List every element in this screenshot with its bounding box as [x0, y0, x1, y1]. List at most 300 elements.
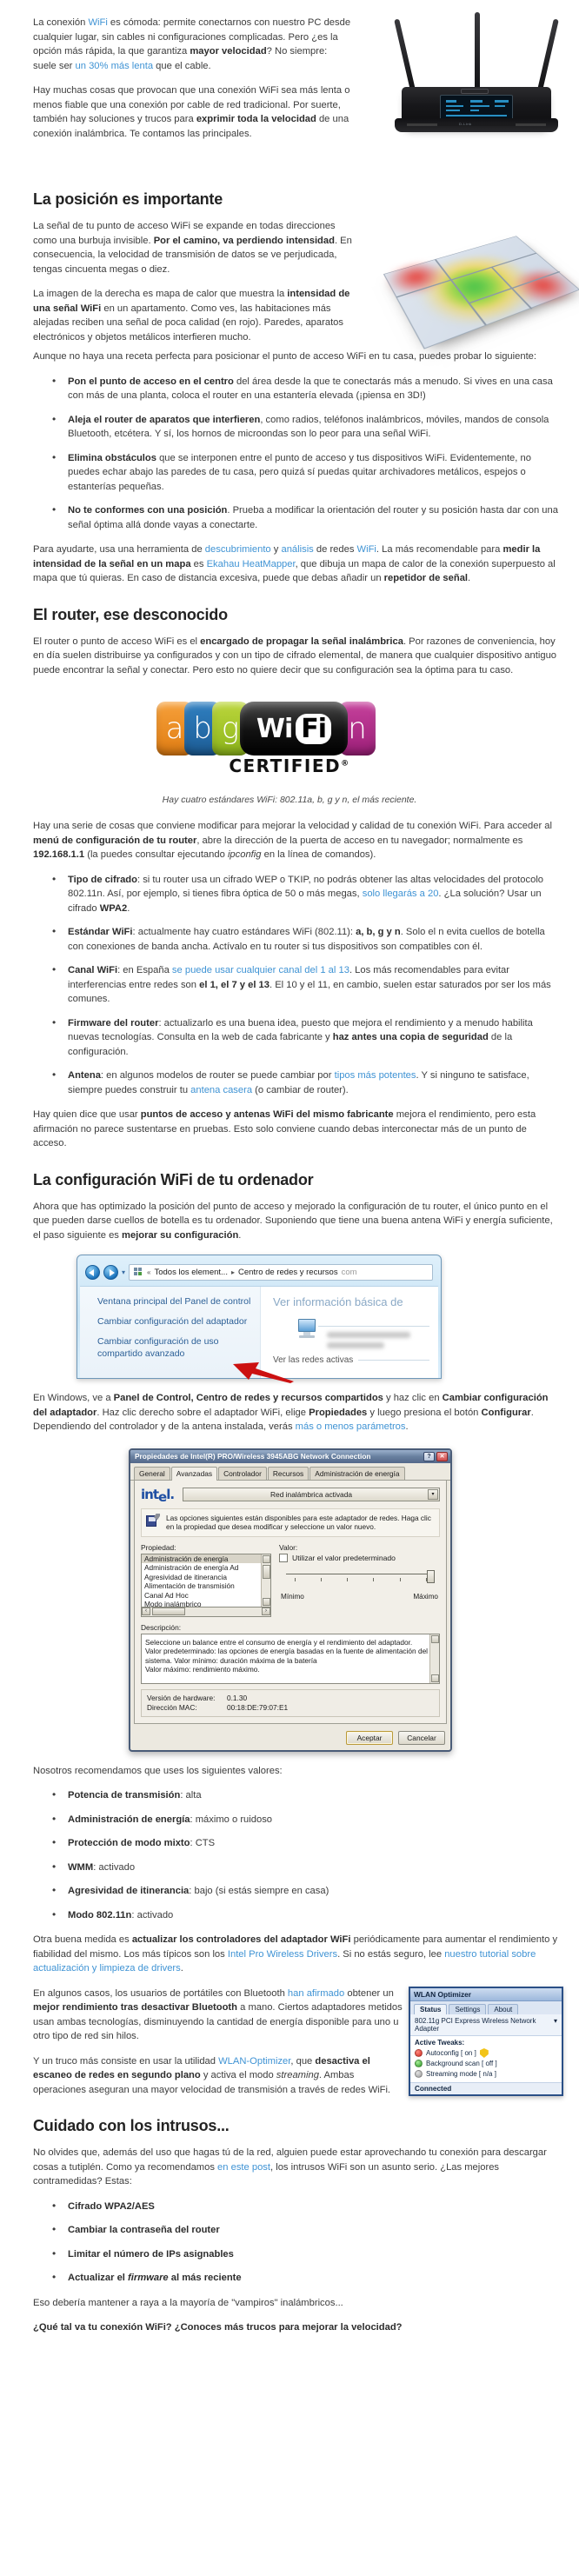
link-antena-casera[interactable]: antena casera — [190, 1084, 253, 1095]
wlan-optimizer-tabs — [410, 2001, 562, 2014]
address-bar-row — [80, 1258, 438, 1286]
property-listbox[interactable] — [141, 1554, 271, 1608]
pc-p4-c: . Si no estás seguro, lee — [337, 1948, 445, 1960]
in-b0: Cifrado WPA2/AES — [68, 2200, 155, 2212]
pos-p4-g: . — [468, 573, 471, 583]
dialog-footer — [130, 1727, 450, 1750]
heading-la-posicion-es-importante: La posición es importante — [33, 190, 223, 208]
pos-p4-e: es — [190, 558, 207, 569]
rec-b4-rest: : bajo (si estás siempre en casa) — [189, 1886, 329, 1896]
position-paragraph-3: Aunque no haya una receta perfecta para posicionar el punto de acceso WiFi en tu casa, puedes probar lo siguiente: — [33, 351, 537, 362]
tab-settings[interactable]: Settings — [449, 2004, 486, 2014]
control-panel-screenshot — [77, 1255, 442, 1379]
link-mas-o-menos-parametros[interactable]: más o menos parámetros — [295, 1421, 406, 1432]
active-tweaks-list — [410, 2036, 562, 2082]
in-b3-post: al más reciente — [168, 2273, 242, 2283]
pos-p4-f: , que dibuja un mapa de calor de la conexión superpuesto al mapa que tú quieras. En caso de distancia excesiva, puede que debas añadir un — [33, 558, 556, 583]
pc-p2-a: En Windows, ve a — [33, 1393, 114, 1403]
active-networks-label: Ver las redes activas — [273, 1355, 354, 1365]
pc-paragraph-2-wrap — [0, 1391, 579, 1434]
wifi-certified-text — [156, 755, 423, 776]
in-b3-firmware: firmware — [128, 2273, 169, 2283]
rec-b1-bold: Administración de energía — [68, 1814, 190, 1825]
control-panel-icon — [133, 1268, 143, 1278]
list-item — [59, 1016, 560, 1060]
rt-b4-r1: : en algunos modelos de router se puede cambiar por — [100, 1070, 335, 1081]
pc-p6-b: , que — [290, 2055, 316, 2067]
intro-p2-a: Hay muchas cosas que provocan que una conexión WiFi sea más lenta o menos fiable que una conexión por cable de red tradicional. Por suerte, también hay soluciones y trucos para — [33, 85, 350, 124]
tab-general[interactable]: General — [134, 1467, 170, 1480]
list-item — [59, 873, 560, 916]
list-item — [59, 1860, 560, 1875]
pc-p4-d: . — [180, 1963, 183, 1974]
mac-address-label: Dirección MAC: — [147, 1702, 197, 1712]
scroll-down-icon[interactable] — [263, 1598, 270, 1606]
hardware-version-label: Versión de hardware: — [147, 1693, 216, 1702]
pos-b2-rest: que se interponen entre el punto de acceso y tus dispositivos WiFi. Evidentemente, no puedes echar abajo las paredes de tu casa, pero quizá sí puedas quitar archivadores metálicos, espejos o estanterías pequeñas. — [68, 452, 531, 492]
property-vertical-scrollbar[interactable] — [261, 1554, 270, 1607]
checkbox[interactable] — [279, 1554, 288, 1562]
property-item[interactable]: Modo inalámbrico — [144, 1600, 202, 1608]
history-dropdown-icon[interactable]: ▾ — [122, 1268, 126, 1276]
link-canales-1-13[interactable]: se puede usar cualquier canal del 1 al 13 — [171, 965, 349, 975]
rec-b0-rest: : alta — [180, 1790, 202, 1801]
rt-b1-bold: Estándar WiFi — [68, 927, 133, 937]
pos-p4-d: . La más recomendable para — [376, 544, 503, 555]
pc-paragraph-1 — [33, 1200, 560, 1243]
pc-p4-b: periódicamente para aumentar el rendimiento y fiabilidad del mismo. Los más típicos son los — [33, 1934, 558, 1960]
link-wifi[interactable]: WiFi — [88, 17, 108, 28]
status-badge: Connected — [410, 2082, 562, 2094]
description-text: Seleccione un balance entre el consumo de energía y el rendimiento del adaptador. Valor predeterminado: las opciones de energía basadas en la fuente de alimentación del sistema. Valor mínimo: duración máxima de la batería — [145, 1637, 429, 1665]
router-brand-logo: D-Link — [459, 122, 472, 126]
breadcrumb-overflow-icon[interactable]: « — [147, 1268, 151, 1276]
link-analisis[interactable]: análisis — [281, 544, 314, 555]
pos-b0-rest: del área desde la que te conectarás más a menudo. Si vives en una casa con más de una planta, coloca el router en una estantería elevada (¡piensa en 3D!) — [68, 376, 553, 401]
wireless-mode-combobox[interactable] — [183, 1488, 440, 1501]
blurred-user-name — [327, 1342, 384, 1348]
rt-p1-a: El router o punto de acceso WiFi es el — [33, 636, 201, 647]
wifi-certified-logo-wrap — [0, 688, 579, 784]
dialog-tabs — [130, 1463, 450, 1481]
scroll-left-icon[interactable]: ‹ — [142, 1608, 150, 1615]
in-b1: Cambiar la contraseña del router — [68, 2225, 220, 2235]
link-tipos-mas-potentes[interactable]: tipos más potentes — [334, 1070, 416, 1081]
intro-p1-c: ? No siempre: suele ser — [33, 46, 328, 71]
rt-b3-r1: : actualizarlo es una buena idea, puesto que mejora el rendimiento y a menudo habilita nuevas tecnologías. Consulta en la web de cada fabricante y — [68, 1017, 533, 1042]
rt-b4-r3: (o cambiar de router). — [252, 1084, 349, 1095]
intruders-section — [0, 2116, 579, 2335]
rt-b2-bold2: el 1, el 7 y el 13 — [199, 979, 270, 990]
wifi-wordmark — [240, 702, 348, 755]
wifi-wordmark-wi: Wi — [256, 713, 293, 744]
intro-paragraph-2 — [33, 83, 353, 141]
pc-p2-e: . Dependiendo del controlador y de la antena instalada, verás — [33, 1407, 534, 1432]
scroll-right-icon[interactable]: › — [262, 1608, 270, 1615]
list-item — [415, 2059, 557, 2069]
rt-p2-c: (la puedes consultar ejecutando — [84, 849, 228, 860]
link-redes-wifi[interactable]: WiFi — [356, 544, 376, 555]
tweak-label-streaming-mode: Streaming mode [ n/a ] — [426, 2069, 496, 2078]
recommended-values-list — [33, 1788, 560, 1922]
pc-p5-bold: mejor rendimiento tras desactivar Bluetooth — [33, 2002, 237, 2013]
shield-icon — [480, 2048, 489, 2058]
rt-p3-bold: puntos de acceso y antenas WiFi del mismo fabricante — [140, 1109, 394, 1120]
tab-controlador[interactable]: Controlador — [218, 1467, 267, 1480]
pc-p1-bold: mejorar su configuración — [122, 1229, 239, 1241]
red-arrow-annotation-icon — [231, 1361, 296, 1383]
computer-icon — [296, 1319, 318, 1340]
slider-handle[interactable] — [427, 1570, 435, 1583]
router-display — [440, 95, 513, 121]
rt-p2-a: Hay una serie de cosas que conviene modificar para mejorar la velocidad y calidad de tu conexión WiFi. Para acceder al — [33, 821, 552, 831]
position-heading-wrap — [0, 190, 579, 209]
list-item — [59, 1813, 560, 1827]
chevron-down-icon[interactable]: ▾ — [428, 1489, 438, 1500]
rt-b2-bold: Canal WiFi — [68, 965, 118, 975]
list-item — [59, 1836, 560, 1851]
router-antenna-left — [394, 18, 416, 90]
position-list-wrap — [0, 349, 579, 677]
in-b2: Limitar el número de IPs asignables — [68, 2248, 234, 2260]
wlan-optimizer-window — [409, 1987, 563, 2096]
wifi-logo-row — [156, 702, 376, 755]
description-textbox — [141, 1634, 440, 1684]
wifi-wordmark-fi: Fi — [296, 714, 331, 744]
router-paragraph-2 — [33, 819, 560, 862]
pos-p2-b: en un apartamento. Como ves, las habitaciones más alejadas reciben una señal de poca calidad (en rojo). Paredes, aparatos electrónicos y objetos metálicos interfieren mucho. — [33, 303, 343, 343]
closing-question: ¿Qué tal va tu conexión WiFi? ¿Conoces más trucos para mejorar la velocidad? — [33, 2322, 403, 2333]
combobox-value: Red inalámbrica activada — [270, 1489, 353, 1499]
property-column — [141, 1543, 271, 1617]
heading-la-configuracion-wifi-de-tu-ordenador: La configuración WiFi de tu ordenador — [33, 1170, 314, 1188]
pc-p6-bold1: desactiva el escaneo de redes en segundo plano — [33, 2055, 370, 2080]
page-title — [273, 1295, 429, 1308]
wifi-certified-logo — [156, 702, 423, 776]
pc-p6-c: y activa el modo — [200, 2070, 276, 2080]
back-button-icon[interactable] — [85, 1265, 100, 1280]
link-en-este-post[interactable]: en este post — [217, 2161, 270, 2173]
list-item — [59, 2223, 560, 2238]
router-config-wrap — [0, 819, 579, 1242]
position-paragraph-2 — [33, 287, 353, 344]
pc-p5-b: obtener un — [344, 1987, 394, 1999]
rt-p2-bold1: menú de configuración de tu router — [33, 835, 197, 846]
rt-p2-d: en la línea de comandos). — [261, 849, 376, 860]
list-item — [59, 2200, 560, 2214]
tab-recursos[interactable]: Recursos — [268, 1467, 309, 1480]
rt-p1-bold: encargado de propagar la señal inalámbrica — [200, 636, 403, 647]
position-paragraph-1 — [33, 219, 353, 276]
rt-p1-b: . Por razones de conveniencia, hoy en día suelen distribuirse ya configurados y con un tipo de cifrado elemental, de manera que cualquier dispositivo antiguo puede encontrar la señal y conectar. Pero esto no quiere decir que su configuración sea la óptima para tu caso. — [33, 636, 557, 676]
rt-b1-bold2: a, b, g y n — [356, 927, 401, 937]
slider-max-label: Máximo — [413, 1592, 438, 1601]
rt-p3-a: Hay quien dice que usar — [33, 1109, 141, 1120]
rt-b0-r3: . — [127, 902, 130, 914]
heading-cuidado-con-los-intrusos: Cuidado con los intrusos... — [33, 2117, 230, 2134]
help-button[interactable]: ? — [423, 1452, 435, 1461]
pos-b3-rest: . Prueba a modificar la orientación del router y su posición hasta dar con una señal óptima allá donde vayas a conectarte. — [68, 505, 558, 530]
pc-p4-bold: actualizar los controladores del adaptador WiFi — [131, 1934, 351, 1945]
property-item[interactable]: Agresividad de itinerancia — [144, 1572, 228, 1581]
pc-paragraph-2 — [33, 1391, 560, 1434]
intruders-paragraph-2: Eso debería mantener a raya a la mayoría de "vampiros" inalámbricos... — [33, 2297, 343, 2308]
power-slider[interactable] — [283, 1570, 436, 1593]
rt-b3-bold: Firmware del router — [68, 1017, 159, 1028]
rec-b3-rest: : activado — [93, 1861, 136, 1873]
adapter-name: 802.11g PCI Express Wireless Network Adapter — [415, 2016, 536, 2033]
tweak-label-background-scan: Background scan [ off ] — [426, 2059, 497, 2067]
pc-p2-c: . Haz clic derecho sobre el adaptador WiFi, elige — [96, 1407, 309, 1418]
pc-paragraph-4 — [33, 1933, 560, 1976]
blurred-network-name — [327, 1332, 410, 1338]
intro-p1-b: es cómoda: permite conectarnos con nuestro PC desde cualquier lugar, sin cables ni configuraciones complicadas. Pero ¿es la opción más rápida, la que garantiza — [33, 17, 351, 57]
in-b3-pre: Actualizar el — [68, 2273, 129, 2283]
wifi-std-n-label: n — [348, 711, 367, 746]
scroll-up-icon[interactable] — [263, 1555, 270, 1563]
wlan-optimizer-titlebar: WLAN Optimizer — [410, 1988, 562, 2001]
link-ekahau-heatmapper[interactable]: Ekahau HeatMapper — [206, 558, 296, 569]
intro-p1-d: que el cable. — [153, 60, 211, 71]
rt-p2-ip: 192.168.1.1 — [33, 849, 85, 860]
intruders-paragraph-1 — [33, 2146, 560, 2189]
status-dot-icon — [415, 2049, 423, 2057]
router-ports — [407, 123, 546, 126]
rt-b4-r2: . Y si ninguno te satisface, siempre puedes construir tu — [68, 1070, 529, 1095]
link-wlan-optimizer[interactable]: WLAN-Optimizer — [218, 2055, 291, 2067]
close-icon[interactable]: ✕ — [436, 1452, 448, 1461]
pos-b3-bold: No te conformes con una posición — [68, 505, 228, 516]
link-descubrimiento[interactable]: descubrimiento — [204, 544, 271, 555]
rt-p3-b: mejora el rendimiento, pero esta afirmación no parece sustentarse en pruebas. Esto solo conviene cuando debas interconectar más de un punto de acceso. — [33, 1109, 536, 1148]
description-scrollbar[interactable] — [429, 1634, 439, 1683]
recommended-values-wrap — [0, 1764, 579, 1976]
dialog-pane-avanzadas — [134, 1481, 447, 1724]
intro-section — [0, 0, 579, 170]
property-item-selected[interactable]: Administración de energía — [142, 1554, 270, 1564]
breadcrumb-current[interactable]: Centro de redes y recursos — [237, 1268, 338, 1277]
rt-b3-bold2: haz antes una copia de seguridad — [332, 1032, 489, 1042]
hardware-version-row — [147, 1694, 434, 1703]
link-30-percent-slower[interactable]: un 30% más lenta — [75, 60, 154, 71]
intro-paragraph-1 — [33, 16, 353, 73]
heatmap-floorplan — [383, 236, 579, 349]
link-tutorial-drivers[interactable]: nuestro tutorial sobre actualización y limpieza de drivers — [33, 1948, 536, 1974]
router-led-strip — [461, 89, 489, 94]
pos-b2-bold: Elimina obstáculos — [68, 452, 156, 463]
pc-p5-a: En algunos casos, los usuarios de portátiles con Bluetooth — [33, 1987, 288, 1999]
pc-p2-bold2: Cambiar configuración del adaptador — [33, 1393, 549, 1418]
hardware-version-value: 0.1.30 — [227, 1693, 248, 1702]
tab-administracion-de-energia[interactable]: Administración de energía — [309, 1467, 404, 1480]
adapter-selector[interactable] — [410, 2014, 562, 2036]
pc-paragraph-6 — [33, 2054, 405, 2098]
list-item — [415, 2069, 557, 2080]
slider-min-label: Mínimo — [281, 1592, 304, 1601]
scroll-down-icon[interactable] — [431, 1674, 439, 1682]
intel-logo: intel. — [141, 1486, 175, 1505]
rt-b4-bold: Antena — [68, 1070, 101, 1081]
rec-b2-bold: Protección de modo mixto — [68, 1838, 190, 1848]
pc-p4-a: Otra buena medida es — [33, 1934, 132, 1945]
rec-b5-bold: Modo 802.11n — [68, 1909, 132, 1920]
rec-b1-rest: : máximo o ruidoso — [190, 1814, 273, 1825]
status-dot-icon — [415, 2060, 423, 2067]
tab-avanzadas[interactable]: Avanzadas — [171, 1467, 217, 1481]
breadcrumb[interactable] — [129, 1264, 433, 1281]
mac-address-row — [147, 1703, 434, 1713]
router-bullet-list — [33, 873, 560, 1098]
wifi-std-g-label: g — [221, 711, 240, 746]
intel-properties-screenshot — [129, 1448, 452, 1752]
wifi-std-a-label: a — [165, 711, 184, 746]
pc-p5-c: a mano. Ciertos adaptadores metidos usan ambas tecnologías, disminuyendo la cantidad de energía disponible para uno u otro tipo de red sin hilos. — [33, 2002, 403, 2041]
property-item[interactable]: Alimentación de transmisión — [144, 1581, 235, 1590]
rec-b0-bold: Potencia de transmisión — [68, 1790, 181, 1801]
checkbox-label: Utilizar el valor predeterminado — [292, 1553, 396, 1562]
heatmap-red-zone-1 — [380, 257, 454, 301]
rt-b0-r2: . ¿La solución? Usar un cifrado — [68, 889, 542, 914]
value-label: Valor: — [279, 1542, 298, 1552]
description-text-2: Valor máximo: rendimiento máximo. — [145, 1665, 260, 1674]
heatmap-yellow-zone — [398, 245, 561, 341]
dialog-note — [141, 1508, 440, 1537]
adapter-info-box — [141, 1689, 440, 1717]
list-item — [59, 2271, 560, 2286]
properties-dialog — [129, 1448, 452, 1752]
breadcrumb-clipped: com — [341, 1268, 357, 1277]
pc-p1-a: Ahora que has optimizado la posición del punto de acceso y mejorado la configuración de tu router, el único punto en el que pueden darse cuellos de botella es tu ordenador. Suponiendo que tiene una buena antena WiFi y energía suficiente, el paso siguiente es — [33, 1201, 553, 1241]
dialog-columns — [141, 1543, 440, 1617]
rt-b1-r2: . Solo el n evita cuellos de botella con conexiones de banda ancha. Actívalo en tu router si tus dispositivos son compatibles con él. — [68, 927, 545, 952]
list-item — [59, 1884, 560, 1899]
list-item — [59, 963, 560, 1007]
task-link-advanced-sharing-settings[interactable]: Cambiar configuración de uso compartido avanzado — [97, 1336, 219, 1359]
divider — [318, 1326, 429, 1327]
mac-address-value: 00:18:DE:79:07:E1 — [227, 1702, 289, 1712]
intro-p2-bold: exprimir toda la velocidad — [196, 114, 316, 124]
pc-paragraph-5 — [33, 1987, 405, 2044]
settings-disk-icon — [146, 1514, 160, 1528]
list-item — [59, 2247, 560, 2262]
link-solo-llegaras-a-20[interactable]: solo llegarás a 20 — [362, 889, 439, 899]
pos-p4-bold1: medir la intensidad de la señal en un mapa — [33, 544, 541, 569]
breadcrumb-root[interactable]: Todos los element... — [154, 1268, 228, 1277]
dialog-title-text: Propiedades de Intel(R) PRO/Wireless 3945ABG Network Connection — [135, 1452, 371, 1461]
in-p1-b: , los intrusos WiFi son un asunto serio. ¿Las mejores contramedidas? Estas: — [33, 2161, 500, 2187]
position-paragraph-4 — [33, 542, 560, 586]
list-item — [59, 451, 560, 495]
link-intel-pro-wireless-drivers[interactable]: Intel Pro Wireless Drivers — [227, 1948, 338, 1960]
intro-p2-b: de una conexión inalámbrica. Te contamos las principales. — [33, 114, 349, 139]
cancel-button[interactable]: Cancelar — [398, 1731, 445, 1745]
rec-b2-rest: : CTS — [190, 1838, 216, 1848]
registered-mark-icon: ® — [341, 759, 350, 769]
dialog-titlebar-buttons — [423, 1452, 448, 1461]
list-item — [59, 413, 560, 442]
intro-p1-bold: mayor velocidad — [190, 46, 267, 57]
status-dot-icon — [415, 2070, 423, 2078]
chevron-down-icon[interactable]: ▾ — [553, 2016, 557, 2025]
rec-b5-rest: : activado — [131, 1909, 174, 1920]
pos-p2-a: La imagen de la derecha es mapa de calor que muestra la — [33, 289, 288, 299]
task-link-change-adapter-settings[interactable]: Cambiar configuración del adaptador — [97, 1316, 248, 1327]
chevron-right-icon: ▸ — [230, 1268, 235, 1276]
link-han-afirmado[interactable]: han afirmado — [287, 1987, 345, 1999]
pos-p2-bold: intensidad de una señal WiFi — [33, 289, 350, 314]
pos-p1-a: La señal de tu punto de acceso WiFi se expande en todas direcciones como una burbuja invisible. — [33, 221, 336, 246]
pos-b1-bold: Aleja el router de aparatos que interfieren — [68, 414, 261, 425]
router-paragraph-1 — [33, 635, 560, 678]
task-link-panel-home[interactable]: Ventana principal del Panel de control — [97, 1296, 251, 1307]
router-antenna-right — [537, 18, 559, 90]
dialog-note-text: Las opciones siguientes están disponibles para este adaptador de redes. Haga clic en la propiedad que desea modificar y seleccione un valor nuevo. — [166, 1513, 431, 1531]
pc-p6-streaming: streaming — [276, 2070, 319, 2080]
list-item — [59, 375, 560, 403]
scroll-up-icon[interactable] — [431, 1635, 439, 1643]
pos-p1-b: . En consecuencia, la velocidad de transmisión de datos se ve perjudicada, tengas cincuenta megas o diez. — [33, 235, 352, 275]
divider — [358, 1360, 429, 1361]
list-item — [59, 1788, 560, 1803]
rt-b2-r3: . El 10 y el 11, en cambio, suelen estar saturados por ser los más comunes. — [68, 979, 551, 1004]
rt-b2-r2: . Los más recomendables para evitar interferencias entre redes son — [68, 965, 510, 990]
default-value-checkbox-row[interactable] — [279, 1554, 440, 1562]
pc-paragraph-3: Nosotros recomendamos que uses los siguientes valores: — [33, 1765, 283, 1776]
wifi-std-b-label: b — [193, 711, 212, 746]
router-paragraph-3 — [33, 1108, 560, 1151]
rt-b1-r1: : actualmente hay cuatro estándares WiFi (802.11): — [132, 927, 356, 937]
pos-b1-rest: , como radios, teléfonos inalámbricos, móviles, mandos de consola Bluetooth, etcétera. Y sí, los hornos de microondas son lo peor para una señal WiFi. — [68, 414, 549, 439]
pc-p1-b: . — [238, 1229, 242, 1241]
forward-button-icon[interactable] — [103, 1265, 118, 1280]
pos-b0-bold: Pon el punto de acceso en el centro — [68, 376, 234, 387]
list-item — [59, 1908, 560, 1923]
position-section — [0, 219, 579, 349]
accept-button[interactable]: Aceptar — [346, 1731, 393, 1745]
router-photo — [395, 12, 560, 147]
property-horizontal-scrollbar[interactable] — [141, 1608, 271, 1617]
wifi-heatmap-image — [383, 236, 579, 349]
pc-p6-a: Y un truco más consiste en usar la utilidad — [33, 2055, 219, 2067]
tab-status[interactable]: Status — [414, 2004, 447, 2014]
wlan-optimizer-section — [0, 1987, 579, 2098]
description-label: Descripción: — [141, 1622, 182, 1632]
pc-p2-f: . — [405, 1421, 409, 1432]
active-tweaks-header: Active Tweaks: — [415, 2038, 465, 2047]
pc-p2-bold1: Panel de Control, Centro de redes y recursos compartidos — [113, 1393, 383, 1403]
list-item — [59, 925, 560, 954]
router-antenna-center — [475, 12, 480, 92]
property-item[interactable]: Canal Ad Hoc — [144, 1590, 189, 1600]
in-p1-a: No olvides que, además del uso que hagas tú de la red, alguien puede estar aprovechando tu conexión para descargar cosas a tutiplén. Como ya recomendamos — [33, 2147, 547, 2173]
rt-b0-bold: Tipo de cifrado — [68, 874, 137, 885]
wifi-logo-caption: Hay cuatro estándares WiFi: 802.11a, b, g y n, el más reciente. — [162, 795, 417, 805]
pc-p2-bold3: Propiedades — [309, 1407, 368, 1418]
tab-about[interactable]: About — [488, 2004, 518, 2014]
pc-p6-d: . Ambas operaciones aseguran una mayor velocidad de transmisión a través de redes WiFi. — [33, 2070, 391, 2095]
slider-labels — [279, 1593, 440, 1601]
rt-b3-r2: de la configuración. — [68, 1032, 513, 1057]
rt-b2-r1: : en España — [117, 965, 172, 975]
page-title-text: Ver información básica de — [273, 1295, 403, 1308]
intruders-bullet-list — [33, 2200, 560, 2286]
property-item[interactable]: Administración de energía Ad — [144, 1563, 239, 1572]
scrollbar-thumb[interactable] — [152, 1608, 185, 1615]
rt-b0-wpa2: WPA2 — [99, 902, 128, 914]
intel-header-row — [141, 1486, 440, 1505]
rt-b0-r1: : si tu router usa un cifrado WEP o TKIP, no podrás obtener las altas velocidades del protocolo 802.11n. Así, por ejemplo, si tienes fibra óptica de 50 o más megas, — [68, 874, 544, 899]
scrollbar-thumb[interactable] — [263, 1565, 270, 1579]
